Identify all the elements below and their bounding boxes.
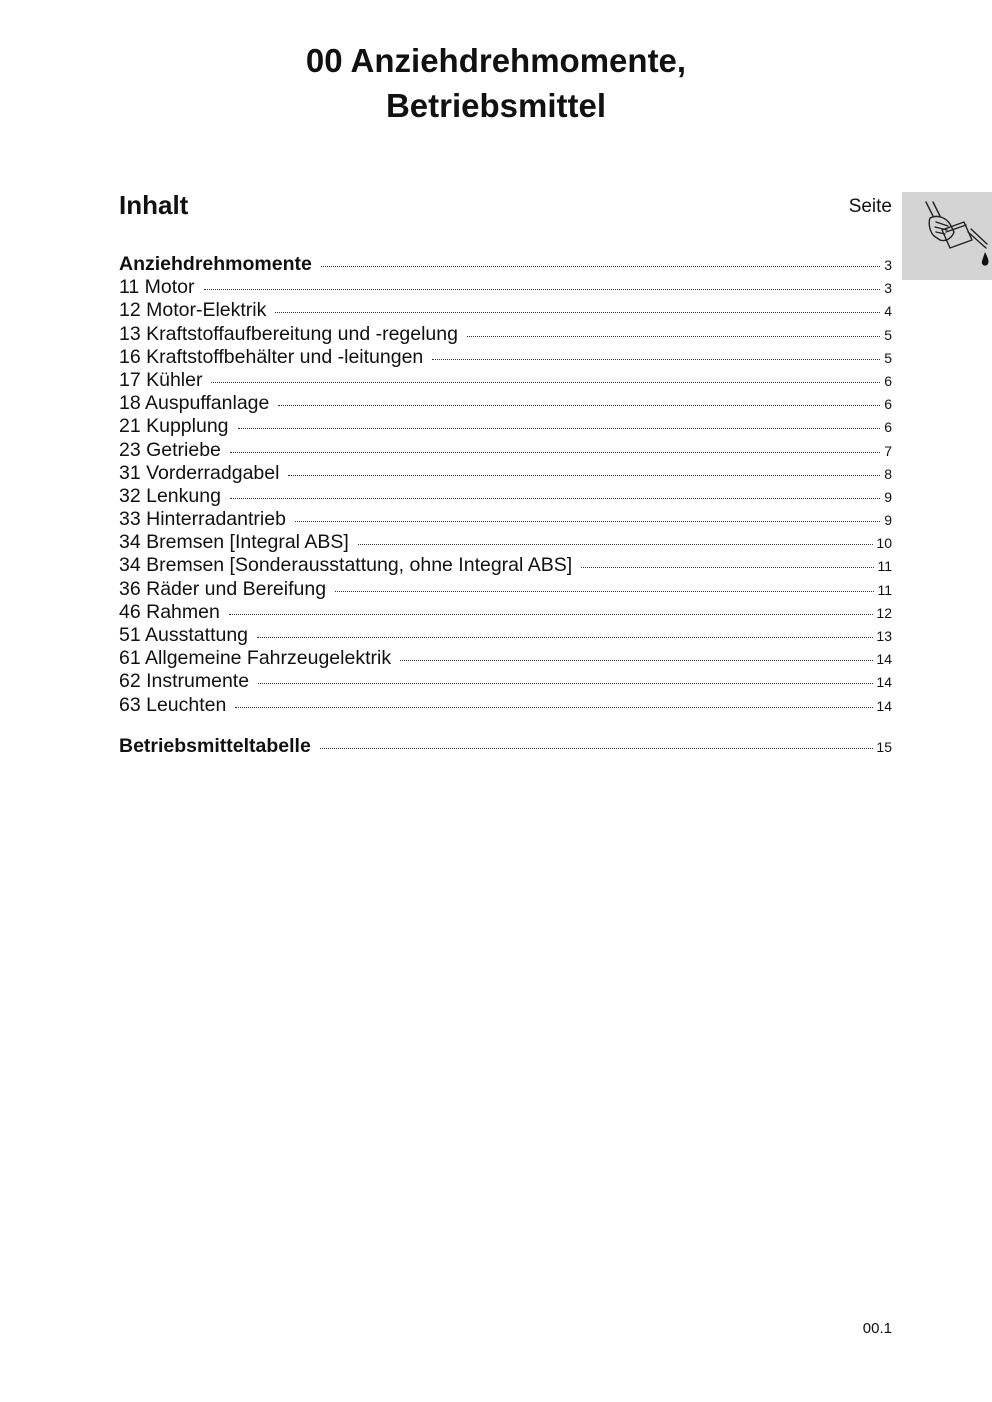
- toc-entry[interactable]: [119, 323, 892, 346]
- toc-entry-page: 6: [884, 396, 892, 413]
- dot-leader: [230, 452, 880, 453]
- toc-entry-label: 17 Kühler: [119, 368, 203, 391]
- dot-leader: [335, 591, 874, 592]
- toc-entry[interactable]: [119, 369, 892, 392]
- toc-entry-label: 18 Auspuffanlage: [119, 392, 270, 415]
- dot-leader: [230, 498, 880, 499]
- dot-leader: [432, 359, 880, 360]
- toc-header: [119, 190, 892, 222]
- dot-leader: [257, 637, 873, 638]
- table-of-contents: [119, 253, 892, 758]
- dot-leader: [581, 567, 874, 568]
- page-column-label: Seite: [848, 196, 892, 217]
- toc-entry[interactable]: [119, 554, 892, 577]
- dot-leader: [278, 405, 880, 406]
- toc-entry[interactable]: [119, 531, 892, 554]
- toc-entry-label: 31 Vorderradgabel: [119, 461, 280, 484]
- toc-entry-label: 63 Leuchten: [119, 693, 227, 716]
- toc-entry[interactable]: [119, 601, 892, 624]
- page-number: 00.1: [862, 1320, 892, 1337]
- toc-entry-page: 10: [876, 535, 892, 552]
- toc-entry-label: 13 Kraftstoffaufbereitung und -regelung: [119, 322, 458, 345]
- toc-entry-page: 7: [884, 442, 892, 459]
- toc-entry[interactable]: [119, 299, 892, 322]
- toc-entry-label: 46 Rahmen: [119, 600, 220, 623]
- dot-leader: [275, 312, 880, 313]
- dot-leader: [320, 748, 874, 749]
- toc-entry[interactable]: [119, 508, 892, 531]
- toc-entry-label: 61 Allgemeine Fahrzeugelektrik: [119, 647, 392, 670]
- toc-entry-label: 62 Instrumente: [119, 670, 250, 693]
- toc-entry[interactable]: [119, 578, 892, 601]
- toc-entry-label: 34 Bremsen [Integral ABS]: [119, 531, 349, 554]
- toc-entry[interactable]: [119, 276, 892, 299]
- toc-entry-label: 32 Lenkung: [119, 484, 221, 507]
- toc-entry[interactable]: [119, 415, 892, 438]
- toc-entry-page: 5: [884, 349, 892, 366]
- toc-entry-label: 34 Bremsen [Sonderausstattung, ohne Integral ABS]: [119, 554, 573, 577]
- toc-entry-page: 9: [884, 488, 892, 505]
- toc-entry-page: 4: [884, 303, 892, 320]
- toc-entry-label: 16 Kraftstoffbehälter und -leitungen: [119, 345, 424, 368]
- toc-entry[interactable]: [119, 439, 892, 462]
- toc-heading: Inhalt: [119, 190, 189, 220]
- toc-entry-page: 14: [876, 651, 892, 668]
- toc-entry-label: 36 Räder und Bereifung: [119, 577, 327, 600]
- toc-entry-page: 5: [884, 326, 892, 343]
- toc-entry-page: 3: [884, 257, 892, 273]
- toc-entry[interactable]: [119, 624, 892, 647]
- toc-entry-page: 15: [876, 738, 892, 755]
- toc-entry[interactable]: [119, 346, 892, 369]
- dot-leader: [258, 683, 873, 684]
- toc-entry-label: Betriebsmitteltabelle: [119, 734, 311, 757]
- title-line-1: 00 Anziehdrehmomente,: [305, 42, 687, 79]
- dot-leader: [295, 521, 880, 522]
- toc-entry-page: 6: [884, 419, 892, 436]
- dot-leader: [400, 660, 873, 661]
- toc-entry[interactable]: [119, 670, 892, 693]
- page-title: [0, 38, 992, 128]
- toc-entry-page: 14: [876, 697, 892, 714]
- toc-entry-page: 12: [876, 604, 892, 621]
- toc-entry-page: 3: [884, 280, 892, 297]
- toc-entry[interactable]: [119, 485, 892, 508]
- dot-leader: [288, 475, 880, 476]
- dot-leader: [211, 382, 880, 383]
- oil-can-icon: [902, 192, 992, 280]
- toc-entry[interactable]: [119, 694, 892, 717]
- toc-spacer: [119, 717, 892, 735]
- toc-entry[interactable]: [119, 253, 892, 276]
- dot-leader: [204, 289, 880, 290]
- toc-entry-label: 33 Hinterradantrieb: [119, 508, 286, 531]
- toc-entry-label: 21 Kupplung: [119, 415, 229, 438]
- toc-entry[interactable]: [119, 647, 892, 670]
- toc-entry-page: 14: [876, 674, 892, 691]
- dot-leader: [358, 544, 874, 545]
- toc-entry-page: 11: [877, 558, 892, 575]
- section-tab: [902, 192, 992, 280]
- toc-entry-label: 51 Ausstattung: [119, 624, 249, 646]
- toc-entry-page: 8: [884, 465, 892, 482]
- dot-leader: [467, 336, 880, 337]
- dot-leader: [321, 266, 880, 267]
- title-line-2: Betriebsmittel: [385, 87, 607, 124]
- toc-entry-page: 11: [877, 581, 892, 598]
- toc-entry-label: 12 Motor-Elektrik: [119, 299, 267, 322]
- dot-leader: [235, 707, 873, 708]
- toc-entry[interactable]: [119, 462, 892, 485]
- toc-entry-page: 9: [884, 512, 892, 529]
- toc-entry-label: Anziehdrehmomente: [119, 253, 312, 275]
- toc-entry-page: 6: [884, 372, 892, 389]
- dot-leader: [229, 614, 874, 615]
- toc-entry[interactable]: [119, 735, 892, 758]
- toc-entry-label: 23 Getriebe: [119, 438, 221, 461]
- toc-entry[interactable]: [119, 392, 892, 415]
- toc-entry-label: 11 Motor: [119, 276, 195, 299]
- dot-leader: [238, 428, 880, 429]
- toc-entry-page: 13: [876, 628, 892, 644]
